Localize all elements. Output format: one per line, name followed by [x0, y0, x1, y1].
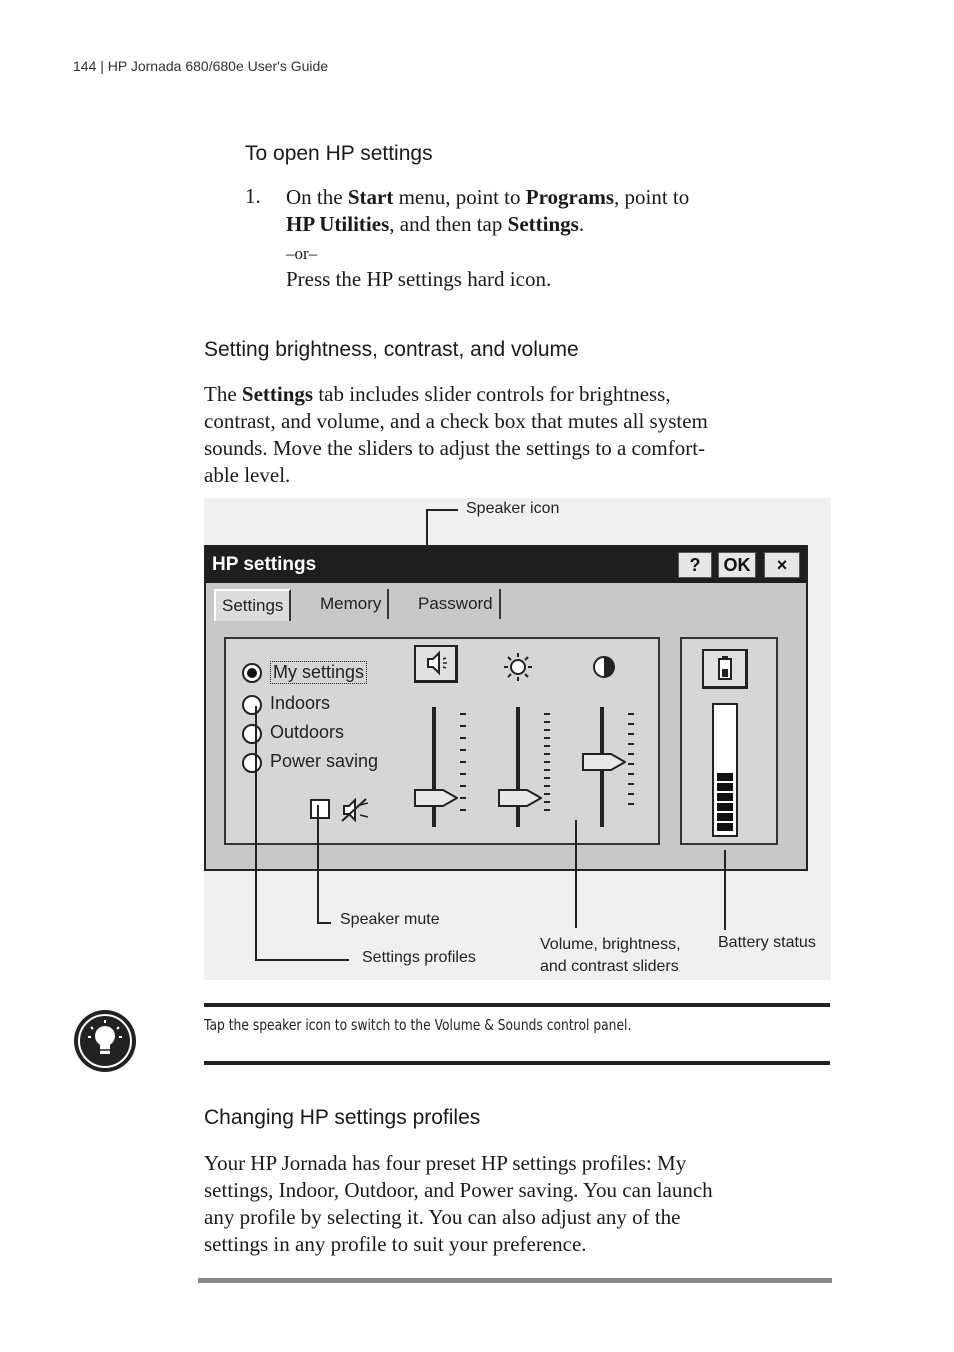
- note-bottom-rule: [204, 1061, 830, 1065]
- callout-settings-profiles: Settings profiles: [362, 949, 476, 966]
- radio-button[interactable]: [242, 663, 262, 683]
- leader-line: [255, 959, 349, 961]
- leader-line: [724, 850, 726, 930]
- brightness-slider-ticks: [544, 713, 550, 817]
- heading-profiles: Changing HP settings profiles: [204, 1106, 481, 1129]
- hp-settings-figure: [204, 498, 831, 980]
- radio-button[interactable]: [242, 724, 262, 744]
- volume-slider-ticks: [460, 713, 466, 821]
- profiles-paragraph: Your HP Jornada has four preset HP settings profiles: My settings, Indoor, Outdoor, and Power saving. You can launch any profile by selecting it. You can also adjust any of the settings in any profile to suit your preference.: [204, 1151, 713, 1256]
- brightness-slider-track: [516, 707, 520, 827]
- or-text: –or–: [286, 244, 318, 263]
- battery-group-box: [680, 637, 778, 845]
- contrast-icon: [590, 653, 618, 681]
- muted-speaker-icon: [340, 797, 370, 823]
- step-1-text: On the Start menu, point to Programs, point to HP Utilities, and then tap Settings.: [286, 185, 690, 236]
- speaker-icon: [416, 647, 456, 681]
- page-footer-rule: [198, 1278, 832, 1283]
- battery-segment: [717, 783, 733, 791]
- radio-button[interactable]: [242, 695, 262, 715]
- step-number: 1.: [245, 184, 261, 208]
- brightness-paragraph: The Settings tab includes slider controls for brightness, contrast, and volume, and a check box that mutes all system sounds. Move the sliders to adjust the settings to a comfort- able level.: [204, 382, 708, 487]
- leader-line: [575, 820, 577, 928]
- contrast-slider-ticks: [628, 713, 634, 813]
- speaker-mute-checkbox[interactable]: [310, 799, 330, 819]
- leader-line: [317, 805, 319, 923]
- speaker-button[interactable]: [414, 645, 458, 683]
- heading-open-settings: To open HP settings: [245, 142, 433, 165]
- page-header: 144 | HP Jornada 680/680e User's Guide: [73, 58, 329, 74]
- brightness-slider-thumb[interactable]: [498, 789, 542, 807]
- battery-segment: [717, 803, 733, 811]
- tab-settings[interactable]: Settings: [214, 589, 291, 621]
- heading-brightness: Setting brightness, contrast, and volume: [204, 338, 579, 361]
- close-button[interactable]: ×: [764, 552, 800, 578]
- battery-button[interactable]: [702, 649, 748, 689]
- callout-speaker-mute: Speaker mute: [340, 911, 440, 928]
- battery-segment: [717, 823, 733, 831]
- battery-icon: [704, 651, 746, 687]
- settings-group-box: My settings Indoors Outdoors Power saving: [224, 637, 660, 845]
- sun-icon: [502, 651, 534, 683]
- battery-segment: [717, 793, 733, 801]
- battery-status-meter: [712, 703, 738, 837]
- callout-sliders: Volume, brightness, and contrast sliders: [540, 936, 681, 975]
- callout-speaker-icon: Speaker icon: [466, 500, 560, 517]
- ok-button[interactable]: OK: [718, 552, 756, 578]
- title-bar: [206, 547, 806, 583]
- tab-password[interactable]: Password: [412, 589, 501, 619]
- callout-battery-status: Battery status: [718, 934, 816, 951]
- tab-memory[interactable]: Memory: [314, 589, 389, 619]
- hp-settings-dialog: [204, 545, 808, 871]
- note-text: Tap the speaker icon to switch to the Volume & Sounds control panel.: [204, 1016, 632, 1034]
- alt-step-text: Press the HP settings hard icon.: [286, 267, 552, 291]
- note-top-rule: [204, 1003, 830, 1007]
- volume-slider-track: [432, 707, 436, 827]
- leader-line: [255, 706, 257, 960]
- battery-segment: [717, 773, 733, 781]
- battery-segment: [717, 813, 733, 821]
- radio-button[interactable]: [242, 753, 262, 773]
- dialog-title: HP settings: [212, 554, 317, 575]
- help-button[interactable]: ?: [678, 552, 712, 578]
- leader-line: [426, 509, 458, 511]
- volume-slider-thumb[interactable]: [414, 789, 458, 807]
- contrast-slider-thumb[interactable]: [582, 753, 626, 771]
- leader-line: [317, 922, 331, 924]
- lightbulb-icon: [72, 1008, 138, 1074]
